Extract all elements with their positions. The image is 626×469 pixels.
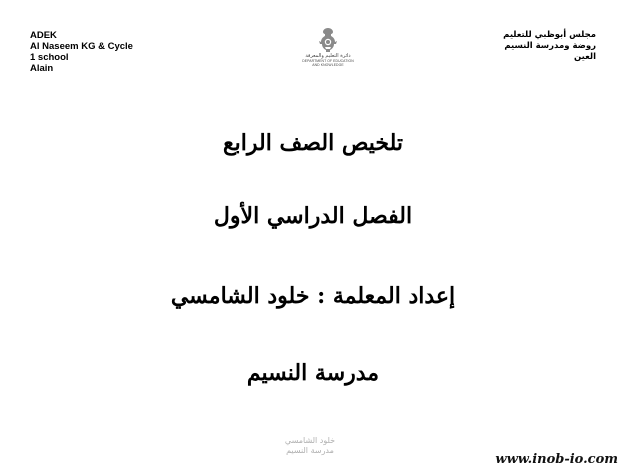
header-english-line-2: Al Naseem KG & Cycle bbox=[30, 41, 133, 52]
header-arabic-line-2: روضة ومدرسة النسيم bbox=[504, 41, 596, 51]
header-arabic-line-1: مجلس أبوظبي للتعليم bbox=[503, 30, 596, 40]
header-english-line-1: ADEK bbox=[30, 30, 57, 41]
semester-title: الفصل الدراسي الأول bbox=[213, 203, 413, 229]
header-arabic-block bbox=[503, 30, 596, 63]
header-english-line-3: 1 school bbox=[30, 52, 69, 63]
department-logo bbox=[296, 27, 360, 77]
logo-english-line-2: AND KNOWLEDGE bbox=[312, 63, 344, 67]
header-english-line-4: Alain bbox=[30, 63, 54, 74]
school-name-title: مدرسة النسيم bbox=[246, 360, 380, 386]
document-title: تلخيص الصف الرابع bbox=[222, 130, 404, 156]
header-english-block bbox=[30, 30, 133, 74]
header-arabic-line-3: العين bbox=[573, 52, 596, 62]
footer-watermark bbox=[270, 436, 350, 456]
watermark-line-2: مدرسة النسيم bbox=[286, 446, 334, 455]
falcon-emblem-icon bbox=[317, 27, 339, 53]
watermark-line-1: خلود الشامسي bbox=[284, 436, 336, 445]
logo-arabic-text: دائرة التعليم والمعرفة bbox=[305, 53, 351, 59]
logo-english-line-1: DEPARTMENT OF EDUCATION bbox=[302, 59, 354, 63]
prepared-by-title: إعداد المعلمة : خلود الشامسي bbox=[170, 283, 456, 309]
website-link[interactable]: www.inob-io.com bbox=[495, 452, 618, 467]
